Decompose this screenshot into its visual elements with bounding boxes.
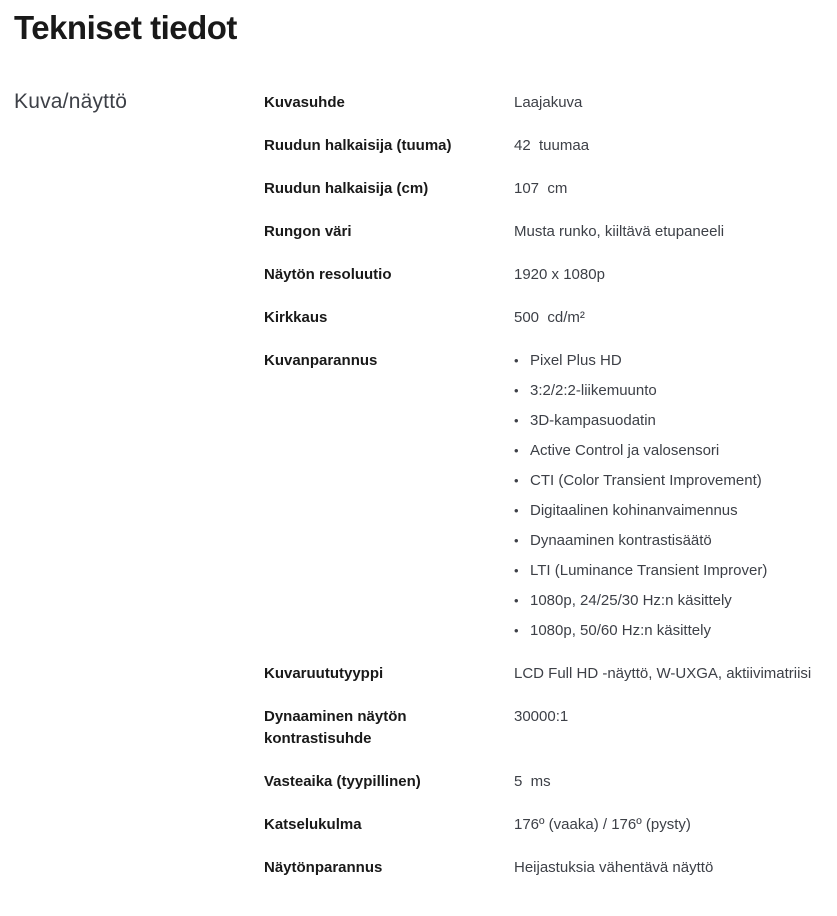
bullet-icon: • (514, 533, 519, 548)
spec-value: 176º (vaaka) / 176º (pysty) (514, 816, 691, 833)
bullet-icon: • (514, 353, 519, 368)
spec-bullet-text: CTI (Color Transient Improvement) (530, 472, 762, 489)
spec-label: Kuvaruututyyppi (264, 665, 384, 682)
spec-bullet-item (514, 410, 823, 432)
spec-label: Dynaaminen näytön kontrastisuhde (264, 708, 407, 747)
spec-value: 500 cd/m² (514, 309, 585, 326)
spec-row (264, 135, 823, 157)
bullet-icon: • (514, 623, 519, 638)
spec-label: Ruudun halkaisija (tuuma) (264, 137, 452, 154)
bullet-icon: • (514, 383, 519, 398)
spec-row (264, 663, 823, 685)
spec-value: Heijastuksia vähentävä näyttö (514, 859, 714, 876)
page-title: Tekniset tiedot (14, 9, 237, 46)
bullet-icon: • (514, 413, 519, 428)
spec-row (264, 307, 823, 329)
spec-bullet-text: 3:2/2:2-liikemuunto (530, 382, 657, 399)
spec-bullet-item (514, 470, 823, 492)
spec-rows (264, 92, 823, 879)
spec-label: Kirkkaus (264, 309, 328, 326)
spec-value: 42 tuumaa (514, 137, 590, 154)
spec-bullet-item (514, 440, 823, 462)
spec-value: 30000:1 (514, 708, 569, 725)
spec-row (264, 221, 823, 243)
spec-bullet-text: Pixel Plus HD (530, 352, 622, 369)
spec-label: Kuvanparannus (264, 352, 378, 369)
spec-label: Katselukulma (264, 816, 362, 833)
spec-label: Ruudun halkaisija (cm) (264, 180, 429, 197)
spec-bullet-item (514, 380, 823, 402)
spec-bullet-item (514, 560, 823, 582)
spec-content (14, 92, 823, 879)
spec-bullet-text: LTI (Luminance Transient Improver) (530, 562, 768, 579)
spec-value: LCD Full HD -näyttö, W-UXGA, aktiivimatriisi (514, 665, 812, 682)
bullet-icon: • (514, 563, 519, 578)
section-title: Kuva/näyttö (14, 90, 128, 113)
section-column (14, 92, 264, 115)
spec-bullet-text: 1080p, 50/60 Hz:n käsittely (530, 622, 711, 639)
spec-label: Vasteaika (tyypillinen) (264, 773, 421, 790)
spec-value: Musta runko, kiiltävä etupaneeli (514, 223, 725, 240)
bullet-icon: • (514, 503, 519, 518)
spec-value: 1920 x 1080p (514, 266, 605, 283)
spec-bullet-text: Dynaaminen kontrastisäätö (530, 532, 712, 549)
spec-value: 5 ms (514, 773, 551, 790)
spec-row (264, 92, 823, 114)
spec-bullet-item (514, 620, 823, 642)
spec-value: Laajakuva (514, 94, 583, 111)
spec-row (264, 706, 823, 750)
bullet-icon: • (514, 443, 519, 458)
spec-value: 107 cm (514, 180, 568, 197)
spec-bullet-item (514, 530, 823, 552)
bullet-icon: • (514, 473, 519, 488)
bullet-icon: • (514, 593, 519, 608)
spec-row (264, 814, 823, 836)
spec-bullet-list (514, 350, 823, 642)
spec-bullet-text: 1080p, 24/25/30 Hz:n käsittely (530, 592, 732, 609)
spec-row (264, 178, 823, 200)
spec-bullet-text: Digitaalinen kohinanvaimennus (530, 502, 738, 519)
spec-label: Näytönparannus (264, 859, 383, 876)
spec-row (264, 771, 823, 793)
spec-bullet-item (514, 350, 823, 372)
spec-label: Rungon väri (264, 223, 352, 240)
spec-bullet-text: 3D-kampasuodatin (530, 412, 656, 429)
spec-label: Näytön resoluutio (264, 266, 392, 283)
spec-bullet-item (514, 500, 823, 522)
spec-row (264, 264, 823, 286)
spec-row (264, 350, 823, 642)
spec-row (264, 857, 823, 879)
spec-label: Kuvasuhde (264, 94, 345, 111)
spec-bullet-text: Active Control ja valosensori (530, 442, 720, 459)
spec-bullet-item (514, 590, 823, 612)
